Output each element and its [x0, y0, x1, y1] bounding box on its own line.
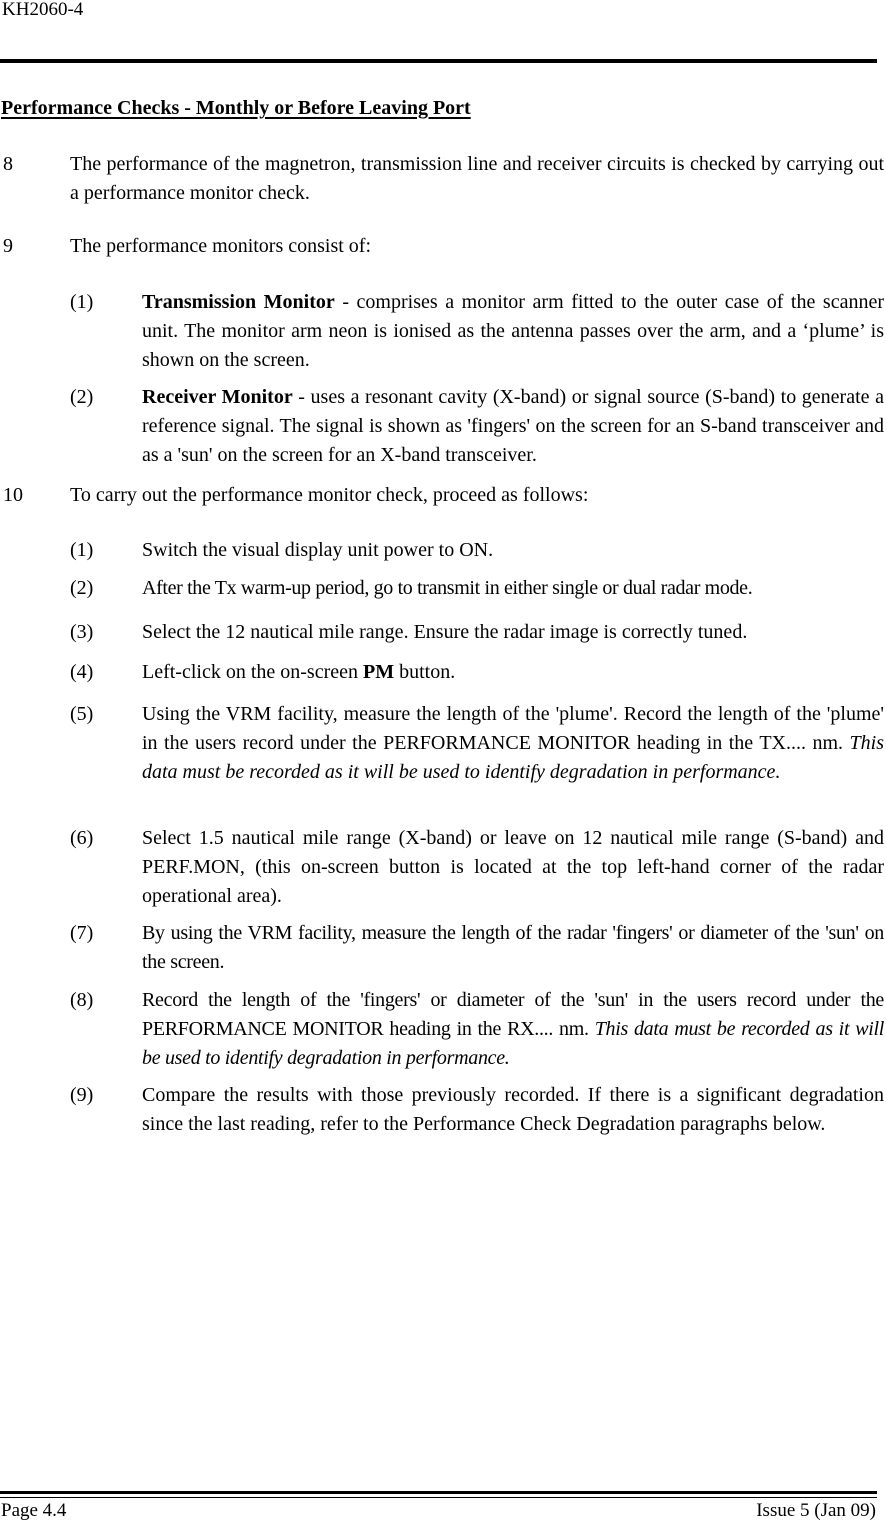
item-term: Transmission Monitor	[142, 291, 335, 313]
paragraph-9	[0, 232, 884, 261]
step-4	[0, 658, 884, 687]
step-text: Compare the results with those previously recorded. If there is a significant degradation since the last reading, refer to the Performance Check Degradation paragraphs below.	[142, 1084, 884, 1135]
step-number: (8)	[70, 989, 94, 1011]
step-number: (1)	[70, 539, 94, 561]
item-number: (2)	[70, 386, 94, 408]
footer-rule-thin	[0, 1497, 877, 1498]
item-description: - uses a resonant cavity (X-band) or signal source (S-band) to generate a reference signal. The signal is shown as 'fingers' on the screen for an S-band transceiver and as a 'sun' on the screen for an X-band transceiver.	[142, 386, 884, 466]
footer-rule	[0, 1491, 877, 1494]
step-note: This data must be recorded as it will be used to identify degradation in performance.	[142, 1018, 885, 1069]
monitor-item-2	[0, 383, 884, 470]
step-3	[0, 618, 884, 647]
step-text	[142, 658, 884, 687]
pm-button-label: PM	[363, 661, 395, 683]
step-2	[0, 574, 884, 603]
paragraph-8	[0, 150, 884, 208]
step-text: Switch the visual display unit power to ON.	[142, 539, 494, 561]
step-note: This data must be recorded as it will be used to identify degradation in performance.	[142, 732, 884, 783]
step-text: After the Tx warm-up period, go to transmit in either single or dual radar mode.	[142, 577, 753, 599]
step-text: Select the 12 nautical mile range. Ensure the radar image is correctly tuned.	[142, 621, 748, 643]
paragraph-10	[0, 481, 884, 510]
header-rule	[0, 59, 877, 63]
issue-label: Issue 5 (Jan 09)	[756, 1500, 876, 1521]
step-number: (4)	[70, 661, 94, 683]
step-text-post: button.	[394, 661, 456, 683]
paragraph-number: 10	[3, 484, 23, 506]
step-text-main: Record the length of the 'fingers' or diameter of the 'sun' in the users record under the PERFORMANCE MONITOR heading in the RX.... nm.	[142, 989, 884, 1040]
step-number: (5)	[70, 703, 94, 725]
step-6	[0, 824, 884, 911]
paragraph-number: 8	[3, 153, 13, 175]
step-text: Select 1.5 nautical mile range (X-band) or leave on 12 nautical mile range (S-band) and PERF.MON, (this on-screen button is located at the top left-hand corner of the radar operational area).	[142, 827, 884, 907]
item-text	[142, 383, 884, 470]
step-9	[0, 1081, 884, 1139]
monitor-item-1	[0, 288, 884, 375]
section-heading: Performance Checks - Monthly or Before Leaving Port	[1, 97, 471, 119]
step-number: (3)	[70, 621, 94, 643]
paragraph-text: The performance of the magnetron, transmission line and receiver circuits is checked by carrying out a performance monitor check.	[70, 153, 884, 204]
step-number: (9)	[70, 1084, 94, 1106]
step-text-main: Using the VRM facility, measure the length of the 'plume'. Record the length of the 'plume' in the users record under the PERFORMANCE MONITOR heading in the TX.... nm.	[142, 703, 884, 754]
step-5	[0, 700, 884, 787]
item-number: (1)	[70, 291, 94, 313]
step-text	[142, 700, 884, 787]
step-1	[0, 536, 884, 565]
step-text-pre: Left-click on the on-screen	[142, 661, 364, 683]
paragraph-text: The performance monitors consist of:	[70, 235, 372, 257]
document-id: KH2060-4	[2, 0, 84, 20]
item-term: Receiver Monitor	[142, 386, 293, 408]
page-number: Page 4.4	[1, 1500, 67, 1521]
step-number: (6)	[70, 827, 94, 849]
item-text	[142, 288, 884, 375]
step-number: (2)	[70, 577, 94, 599]
step-7	[0, 919, 884, 977]
step-text	[142, 986, 884, 1073]
step-number: (7)	[70, 922, 94, 944]
paragraph-number: 9	[3, 235, 13, 257]
item-description: - comprises a monitor arm fitted to the outer case of the scanner unit. The monitor arm neon is ionised as the antenna passes over the arm, and a ‘plume’ is shown on the screen.	[142, 291, 884, 371]
step-text: By using the VRM facility, measure the length of the radar 'fingers' or diameter of the 'sun' on the screen.	[142, 922, 884, 973]
paragraph-text: To carry out the performance monitor check, proceed as follows:	[70, 484, 589, 506]
step-8	[0, 986, 884, 1073]
